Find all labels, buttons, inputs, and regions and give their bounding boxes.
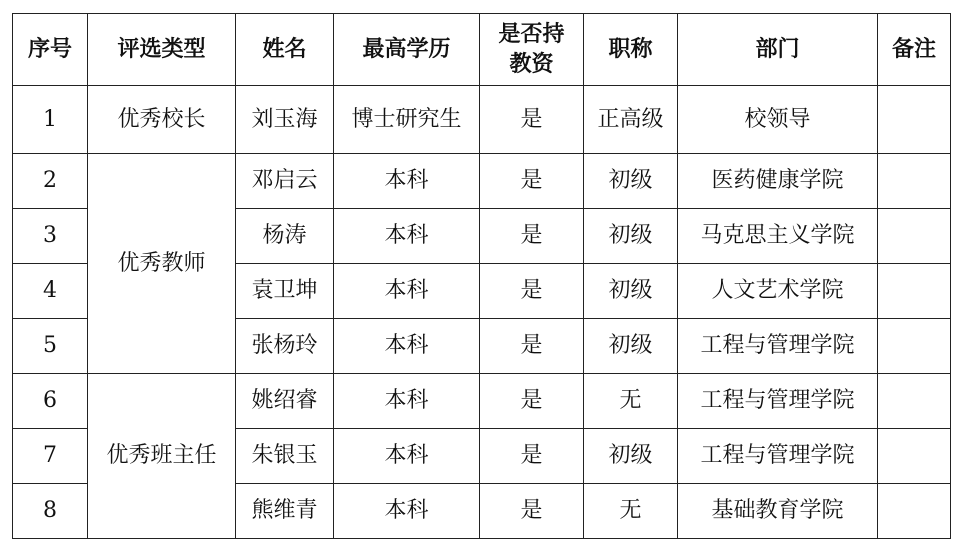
cell-name: 杨涛 — [236, 209, 334, 264]
cell-remarks — [878, 484, 951, 539]
cell-education: 本科 — [334, 154, 480, 209]
cell-category: 优秀教师 — [88, 154, 236, 374]
table-row — [13, 154, 951, 209]
header-certified-line1: 是否持 — [498, 21, 565, 47]
cell-remarks — [878, 319, 951, 374]
cell-name: 张杨玲 — [236, 319, 334, 374]
cell-title: 初级 — [584, 209, 678, 264]
cell-title: 初级 — [584, 154, 678, 209]
cell-index: 8 — [13, 484, 88, 539]
cell-department: 马克思主义学院 — [678, 209, 878, 264]
cell-category: 优秀校长 — [88, 86, 236, 154]
cell-remarks — [878, 209, 951, 264]
cell-education: 本科 — [334, 429, 480, 484]
cell-index: 6 — [13, 374, 88, 429]
cell-certified: 是 — [480, 209, 584, 264]
cell-index: 2 — [13, 154, 88, 209]
cell-index: 1 — [13, 86, 88, 154]
header-certified-line2: 教资 — [509, 51, 554, 77]
cell-certified: 是 — [480, 429, 584, 484]
cell-name: 熊维青 — [236, 484, 334, 539]
cell-remarks — [878, 374, 951, 429]
cell-education: 本科 — [334, 484, 480, 539]
cell-index: 7 — [13, 429, 88, 484]
cell-title: 初级 — [584, 264, 678, 319]
cell-remarks — [878, 429, 951, 484]
cell-title: 无 — [584, 374, 678, 429]
cell-name: 姚绍睿 — [236, 374, 334, 429]
cell-title: 正高级 — [584, 86, 678, 154]
cell-title: 初级 — [584, 319, 678, 374]
cell-category: 优秀班主任 — [88, 374, 236, 539]
header-certified — [480, 14, 584, 86]
cell-certified: 是 — [480, 86, 584, 154]
header-row — [13, 14, 951, 86]
cell-remarks — [878, 86, 951, 154]
cell-index: 4 — [13, 264, 88, 319]
cell-name: 邓启云 — [236, 154, 334, 209]
cell-certified: 是 — [480, 374, 584, 429]
cell-index: 3 — [13, 209, 88, 264]
cell-education: 本科 — [334, 209, 480, 264]
cell-department: 人文艺术学院 — [678, 264, 878, 319]
header-category: 评选类型 — [88, 14, 236, 86]
header-index: 序号 — [13, 14, 88, 86]
table-row — [13, 374, 951, 429]
table-row — [13, 86, 951, 154]
cell-certified: 是 — [480, 264, 584, 319]
cell-name: 朱银玉 — [236, 429, 334, 484]
cell-department: 基础教育学院 — [678, 484, 878, 539]
cell-education: 本科 — [334, 319, 480, 374]
cell-index: 5 — [13, 319, 88, 374]
header-title: 职称 — [584, 14, 678, 86]
cell-remarks — [878, 154, 951, 209]
cell-department: 工程与管理学院 — [678, 319, 878, 374]
cell-certified: 是 — [480, 154, 584, 209]
cell-department: 工程与管理学院 — [678, 429, 878, 484]
cell-department: 校领导 — [678, 86, 878, 154]
header-education: 最高学历 — [334, 14, 480, 86]
header-name: 姓名 — [236, 14, 334, 86]
cell-title: 无 — [584, 484, 678, 539]
header-remarks: 备注 — [878, 14, 951, 86]
header-department: 部门 — [678, 14, 878, 86]
cell-certified: 是 — [480, 319, 584, 374]
cell-name: 刘玉海 — [236, 86, 334, 154]
cell-department: 工程与管理学院 — [678, 374, 878, 429]
cell-name: 袁卫坤 — [236, 264, 334, 319]
cell-certified: 是 — [480, 484, 584, 539]
award-list-table — [12, 13, 951, 539]
cell-education: 本科 — [334, 264, 480, 319]
cell-remarks — [878, 264, 951, 319]
cell-department: 医药健康学院 — [678, 154, 878, 209]
cell-education: 博士研究生 — [334, 86, 480, 154]
cell-education: 本科 — [334, 374, 480, 429]
cell-title: 初级 — [584, 429, 678, 484]
